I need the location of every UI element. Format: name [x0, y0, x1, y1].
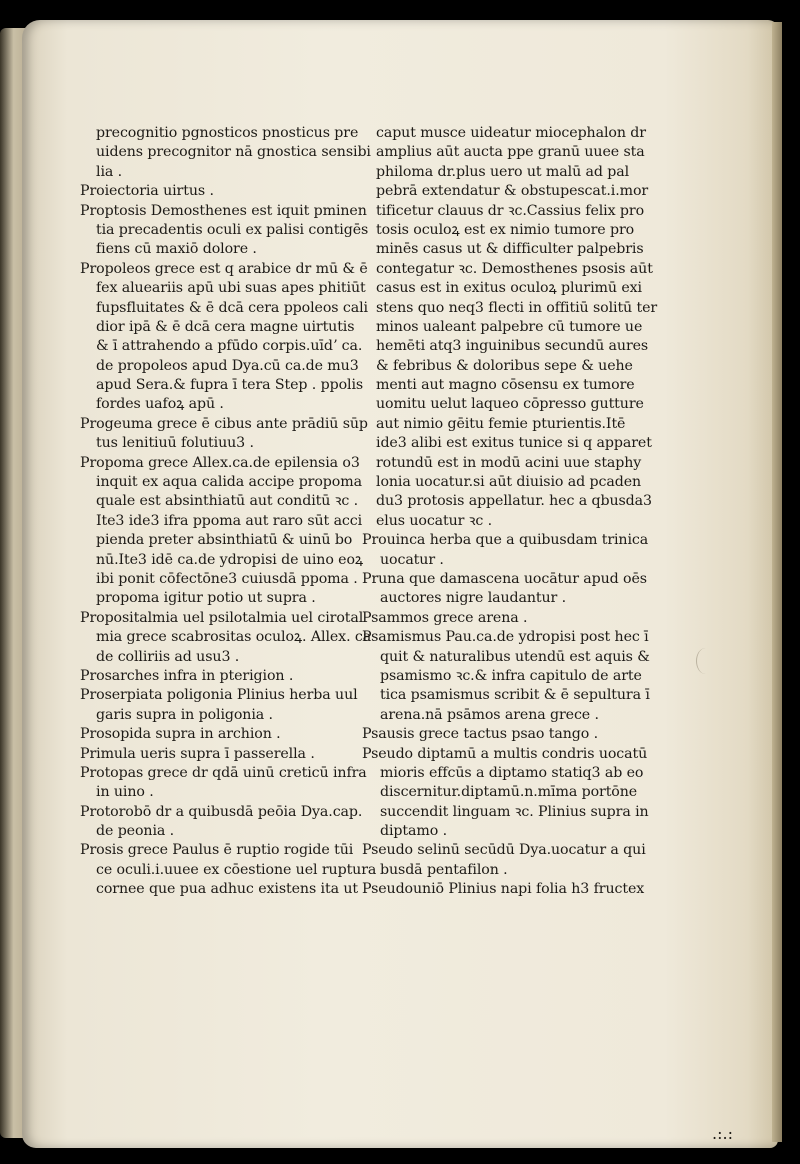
text-line: uocatur . — [380, 551, 444, 568]
entry-headword-line: Progeuma grece ē cibus ante prādiū sūp — [80, 415, 368, 432]
text-line: mioris effcūs a diptamo statiq3 ab eo — [380, 764, 644, 781]
text-line: pebrā extendatur & obstupescat.i.mor — [376, 183, 649, 200]
text-line: rotundū est in modū acini uue staphy — [376, 454, 642, 471]
entry-headword-line: Propoleos grece est q arabice dr mū & ē — [80, 260, 368, 277]
text-line: Ite3 ide3 ifra ppoma aut raro sūt acci — [96, 512, 363, 529]
text-line: diptamo . — [380, 823, 447, 840]
entry-headword-line: Prosarches infra in pterigion . — [80, 667, 294, 684]
entry-headword-line: Proiectoria uirtus . — [80, 183, 214, 200]
text-line: tica psamismus scribit & ē sepultura ī — [380, 687, 650, 704]
entry-headword-line: Proserpiata poligonia Plinius herba uul — [80, 687, 358, 704]
entry-headword-line: Protopas grece dr qdā uinū creticū infra — [80, 764, 367, 781]
entry-headword-line: Prouinca herba que a quibusdam trinica — [362, 532, 649, 549]
text-line: hemēti atq3 inguinibus secundū aures — [376, 338, 649, 355]
page-stack-edge — [772, 22, 782, 1142]
text-line: discernitur.diptamū.n.mīma portōne — [380, 784, 638, 801]
text-line: tia precadentis oculi ex palisi contigēs — [96, 221, 369, 238]
text-line: ibi ponit cōfectōne3 cuiusdā ppoma . — [96, 570, 358, 587]
text-line: propoma igitur potio ut supra . — [96, 590, 316, 607]
text-line: elus uocatur ꝛc . — [376, 512, 493, 529]
text-line: casus est in exitus oculoꝝ plurimū exi — [376, 280, 642, 297]
text-line: pienda preter absinthiatū & uinū bo — [96, 532, 353, 549]
text-line: menti aut magno cōsensu ex tumore — [376, 377, 635, 394]
text-line: tus lenitiuū folutiuu3 . — [96, 435, 254, 452]
text-line: de propoleos apud Dya.cū ca.de mu3 — [96, 357, 359, 374]
text-line: fex alueariis apū ubi suas apes phitiūt — [96, 280, 366, 297]
text-line: fiens cū maxiō dolore . — [96, 241, 257, 258]
right-column — [362, 124, 658, 900]
text-line: apud Sera.& fupra ī tera Step . ppolis — [96, 377, 364, 394]
entry-headword-line: Psammos grece arena . — [362, 609, 528, 626]
text-line: busdā pentafilon . — [380, 861, 508, 878]
entry-headword-line: Propositalmia uel psilotalmia uel cirotal — [80, 609, 364, 626]
left-column — [80, 124, 377, 900]
text-line: philoma dr.plus uero ut malū ad pal — [376, 163, 630, 180]
text-line: fupsfluitates & ē dcā cera ppoleos cali — [96, 299, 368, 316]
text-line: stens quo neq3 flecti in offitiū solitū ter — [376, 299, 658, 316]
text-line: fordes uafoꝝ apū . — [96, 396, 224, 413]
text-line: auctores nigre laudantur . — [380, 590, 567, 607]
text-line: psamismo ꝛc.& infra capitulo de arte — [380, 667, 642, 684]
text-line: precognitio pgnosticos pnosticus pre — [96, 125, 359, 141]
text-line: quale est absinthiatū aut conditū ꝛc . — [96, 493, 358, 510]
paper-crease — [696, 648, 715, 674]
entry-headword-line: Pseudo selinū secūdū Dya.uocatur a qui — [362, 842, 646, 859]
text-line: de colliriis ad usu3 . — [96, 648, 240, 665]
entry-headword-line: Prosis grece Paulus ē ruptio rogide tūi — [80, 842, 354, 859]
catchword-mark: .:.: — [712, 1124, 733, 1143]
text-line: garis supra in poligonia . — [96, 706, 273, 723]
entry-headword-line: Prosopida supra in archion . — [80, 726, 281, 743]
text-line: & febribus & doloribus sepe & uehe — [376, 357, 633, 374]
text-line: de peonia . — [96, 823, 175, 840]
entry-headword-line: Pseudouniō Plinius napi folia h3 fructex — [362, 881, 645, 898]
text-line: succendit linguam ꝛc. Plinius supra in — [380, 803, 649, 820]
text-line: uidens precognitor nā gnostica sensibi — [96, 144, 371, 161]
text-line: lia . — [96, 163, 123, 180]
text-line: & ī attrahendo a pfūdo corpis.uīdʼ ca. — [96, 338, 363, 355]
entry-headword-line: Proptosis Demosthenes est iquit pminen — [80, 202, 367, 219]
entry-headword-line: Pruna que damascena uocātur apud oēs — [362, 570, 647, 587]
text-line: mia grece scabrositas oculoꝝ. Allex. ca — [96, 629, 372, 646]
text-line: caput musce uideatur miocephalon dr — [376, 125, 646, 141]
text-line: in uino . — [96, 784, 154, 801]
text-line: contegatur ꝛc. Demosthenes psosis aūt — [376, 260, 653, 277]
text-line: ide3 alibi est exitus tunice si q apparet — [376, 435, 652, 452]
entry-headword-line: Protorobō dr a quibusdā peōia Dya.cap. — [80, 803, 363, 820]
text-line: du3 protosis appellatur. hec a qbusda3 — [376, 493, 652, 510]
entry-headword-line: Psausis grece tactus psao tango . — [362, 726, 599, 743]
entry-headword-line: Propoma grece Allex.ca.de epilensia o3 — [80, 454, 360, 471]
text-line: lonia uocatur.si aūt diuisio ad pcaden — [376, 474, 642, 491]
text-line: dior ipā & ē dcā cera magne uirtutis — [96, 318, 355, 335]
text-line: inquit ex aqua calida accipe propoma — [96, 474, 362, 491]
text-line: ce oculi.i.uuee ex cōestione uel ruptura — [96, 861, 377, 878]
text-line: tosis oculoꝝ est ex nimio tumore pro — [376, 221, 635, 238]
entry-headword-line: Primula ueris supra ī passerella . — [80, 745, 315, 762]
entry-headword-line: Psamismus Pau.ca.de ydropisi post hec ī — [362, 629, 649, 646]
text-line: nū.Ite3 idē ca.de ydropisi de uino eoꝝ — [96, 551, 364, 568]
text-line: tificetur clauus dr ꝛc.Cassius felix pro — [376, 202, 645, 219]
text-line: quit & naturalibus utendū est aquis & — [380, 648, 650, 665]
text-line: uomitu uelut laqueo cōpresso gutture — [376, 396, 644, 413]
text-line: cornee que pua adhuc existens ita ut — [96, 881, 358, 898]
entry-headword-line: Pseudo diptamū a multis condris uocatū — [362, 745, 648, 762]
text-line: arena.nā psāmos arena grece . — [380, 706, 599, 723]
text-line: minēs casus ut & difficulter palpebris — [376, 241, 644, 258]
text-line: amplius aūt aucta ppe granū uuee sta — [376, 144, 645, 161]
text-line: minos ualeant palpebre cū tumore ue — [376, 318, 643, 335]
text-line: aut nimio gēitu femie pturientis.Itē — [376, 415, 626, 432]
